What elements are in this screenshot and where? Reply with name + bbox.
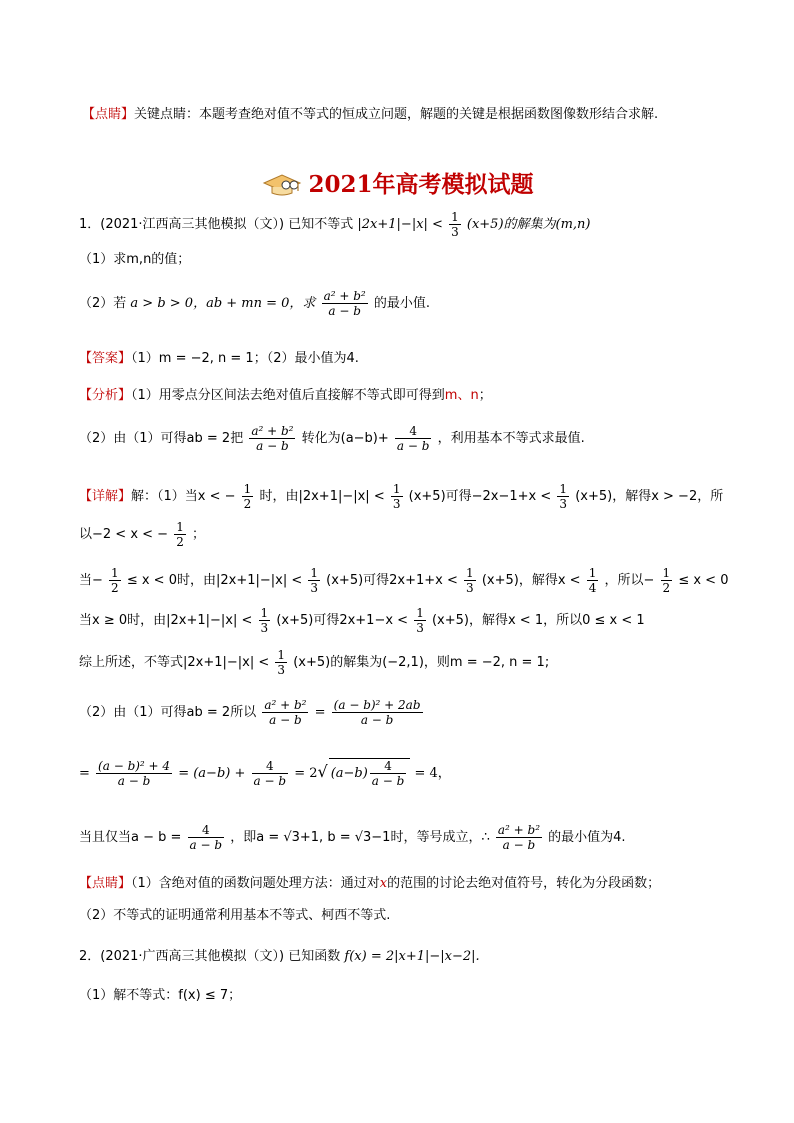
fraction: $\frac{4}{a - b}$ <box>396 424 430 453</box>
detail4-b: (x+5)的解集为(−2,1)，则m = −2, n = 1; <box>293 655 550 670</box>
q1-analysis <box>0 384 794 403</box>
analysis2-mid: 转化为(a−b)+ <box>301 431 389 446</box>
detail2-c: (x+5)可得2x+1+x < <box>326 573 458 588</box>
fraction: $\frac{\text{a² + b²}}{a - b}$ <box>251 424 294 453</box>
fraction: $\frac{1}{2}$ <box>243 482 252 511</box>
q1-part2-cond: a > b > 0，ab + mn = 0，求 <box>130 296 316 311</box>
answer-text: （1）m = −2, n = 1；（2）最小值为4. <box>131 351 359 366</box>
q2-stem <box>0 945 794 964</box>
fraction: $\frac{1}{2}$ <box>662 566 671 595</box>
detail7-b: ，即a = √3+1, b = √3−1时，等号成立，∴ <box>230 830 490 845</box>
q1-detail-4 <box>0 648 794 677</box>
q1-detail-1-wrap <box>0 520 794 549</box>
section-heading <box>0 166 794 203</box>
detail1-b: 时，由|2x+1|−|x| < <box>259 489 385 504</box>
q1-detail-1 <box>0 482 794 511</box>
detail4-a: 综上所述，不等式|2x+1|−|x| < <box>79 655 270 670</box>
summary1-a: （1）含绝对值的函数问题处理方法：通过对 <box>131 876 380 891</box>
note-label: 【点睛】 <box>82 107 135 122</box>
fraction: $\frac{1}{3}$ <box>466 566 474 595</box>
fraction: $\frac{1}{3}$ <box>277 648 286 677</box>
heading-text: 2021年高考模拟试题 <box>308 171 534 198</box>
detail1-wrap: 以−2 < x < − <box>79 527 169 542</box>
detail2-a: 当− <box>79 573 103 588</box>
fraction: $\frac{4}{a - b}$ <box>189 823 223 852</box>
q1-summary-1 <box>0 872 794 891</box>
detail6-eq2: = (a−b) + <box>178 766 246 781</box>
analysis-end: ； <box>478 388 492 403</box>
analysis-text: （1）用零点分区间法去绝对值后直接解不等式即可得到 <box>131 388 445 403</box>
q1-part1: （1）求m,n的值； <box>79 252 191 267</box>
fraction: $\frac{1}{2}$ <box>176 520 184 549</box>
q1-stem-ineq: |2x+1|−|x| < <box>357 217 443 232</box>
summary1-b: 的范围的讨论去绝对值符号，转化为分段函数； <box>387 876 661 891</box>
fraction: $\frac{1}{2}$ <box>111 566 119 595</box>
detail-label: 【详解】 <box>79 489 132 504</box>
fraction: $\frac{\text{a² + b²}}{a - b}$ <box>323 289 366 318</box>
detail1-a: 解：（1）当x < − <box>131 489 236 504</box>
sqrt-body <box>329 758 411 788</box>
q2-part1: （1）解不等式：f(x) ≤ 7； <box>79 988 242 1003</box>
detail3-b: (x+5)可得2x+1−x < <box>276 613 409 628</box>
detail5-a: （2）由（1）可得ab = 2所以 <box>79 705 257 720</box>
fraction: $\frac{1}{4}$ <box>588 566 597 595</box>
summary-label: 【点睛】 <box>79 876 132 891</box>
fraction: $\frac{1}{3}$ <box>559 482 568 511</box>
note-text: 关键点睛：本题考查绝对值不等式的恒成立问题，解题的关键是根据函数图像数形结合求解. <box>134 107 659 122</box>
q1-analysis2 <box>0 424 794 453</box>
q1-part2 <box>0 289 794 318</box>
sqrt-inner: (a−b) <box>330 766 368 781</box>
q1-detail-6 <box>0 758 794 788</box>
fraction: $\frac{\text{(a − b)² + 2ab}}{a - b}$ <box>333 698 421 727</box>
fraction: $\frac{1}{3}$ <box>310 566 319 595</box>
detail2-b: ≤ x < 0时，由|2x+1|−|x| < <box>126 573 303 588</box>
detail2-d: (x+5)，解得x < <box>481 573 581 588</box>
detail6-end: = 4， <box>414 766 451 781</box>
q1-stem <box>0 210 794 239</box>
analysis-red: m、n <box>444 388 479 403</box>
q1-summary-2: （2）不等式的证明通常利用基本不等式、柯西不等式. <box>79 908 391 923</box>
detail5-eq: = <box>314 705 326 720</box>
detail3-c: (x+5)，解得x < 1，所以0 ≤ x < 1 <box>431 613 645 628</box>
analysis2-suffix: ，利用基本不等式求最值. <box>437 431 585 446</box>
analysis-label: 【分析】 <box>79 388 132 403</box>
answer-label: 【答案】 <box>79 351 132 366</box>
detail1-c: (x+5)可得−2x−1+x < <box>408 489 552 504</box>
summary1-x: x <box>379 876 388 891</box>
detail6-eq1: = <box>79 766 90 781</box>
detail1-wrap-end: ； <box>192 527 206 542</box>
detail1-d: (x+5)，解得x > −2，所 <box>575 489 724 504</box>
fraction: $\frac{1}{3}$ <box>392 482 401 511</box>
graduate-cap-logo-icon <box>260 169 302 203</box>
q1-detail-7 <box>0 823 794 852</box>
q1-detail-3 <box>0 606 794 635</box>
fraction: $\frac{1}{3}$ <box>260 606 269 635</box>
analysis2-prefix: （2）由（1）可得ab = 2把 <box>79 431 244 446</box>
detail2-e: ，所以− <box>604 573 655 588</box>
q1-part2-prefix: （2）若 <box>79 296 127 311</box>
q1-part2-suffix: 的最小值. <box>373 296 430 311</box>
q1-stem-tail: (x+5)的解集为(m,n) <box>466 217 591 232</box>
detail2-f: ≤ x < 0 <box>678 573 729 588</box>
fraction: $\frac{4}{a - b}$ <box>253 759 287 788</box>
detail6-eq3: = 2 <box>294 766 318 781</box>
fraction: $\frac{\text{(a − b)² + 4}}{a - b}$ <box>98 759 171 788</box>
q2-stem-func: f(x) = 2|x+1|−|x−2|. <box>344 949 480 964</box>
fraction: $\frac{1}{3}$ <box>416 606 424 635</box>
top-note <box>0 103 794 122</box>
q1-detail-5 <box>0 698 794 727</box>
sqrt-icon: √ <box>317 762 328 781</box>
fraction: $\frac{\text{a² + b²}}{a - b}$ <box>497 823 541 852</box>
fraction: $\frac{4}{a - b}$ <box>371 759 405 788</box>
q1-detail-2 <box>0 566 794 595</box>
q1-stem-prefix: 1．(2021·江西高三其他模拟（文）) 已知不等式 <box>79 217 354 232</box>
detail7-c: 的最小值为4. <box>548 830 626 845</box>
detail3-a: 当x ≥ 0时，由|2x+1|−|x| < <box>79 613 253 628</box>
q1-answer <box>0 347 794 366</box>
fraction: $\frac{\text{a² + b²}}{a - b}$ <box>264 698 307 727</box>
fraction: $\frac{1}{3}$ <box>451 210 459 239</box>
q2-stem-prefix: 2．(2021·广西高三其他模拟（文）) 已知函数 <box>79 949 341 964</box>
detail7-a: 当且仅当a − b = <box>79 830 182 845</box>
